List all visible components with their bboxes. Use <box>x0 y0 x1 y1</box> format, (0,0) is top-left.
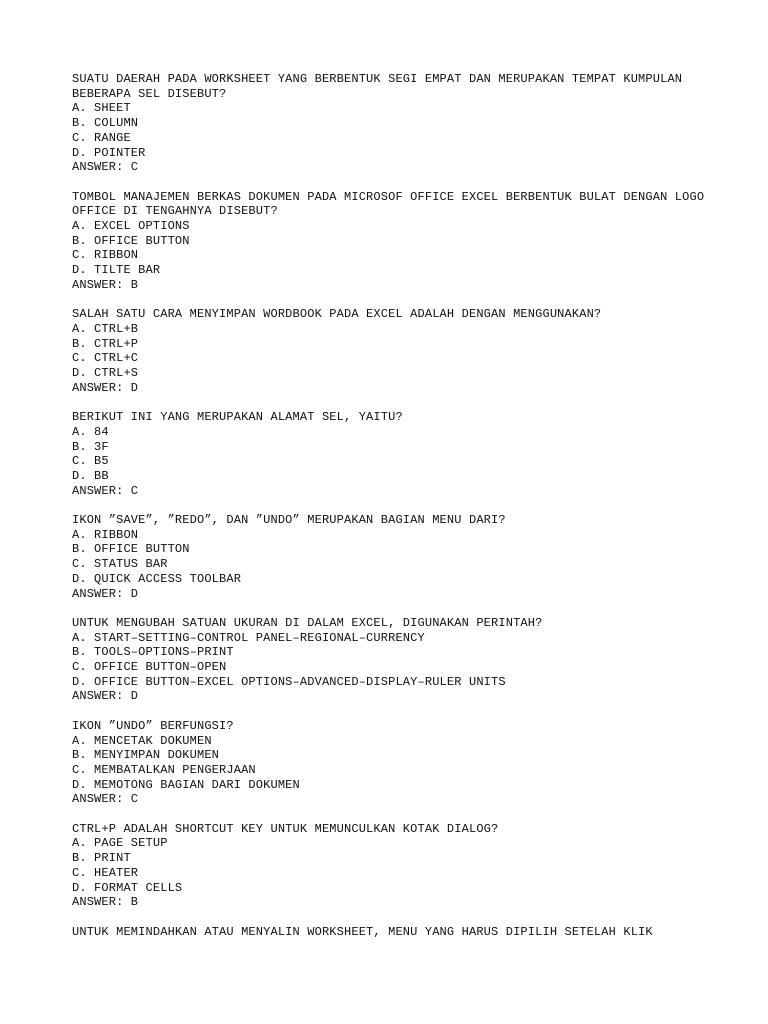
option-b: B. OFFICE BUTTON <box>72 233 190 248</box>
answer-line: ANSWER: B <box>72 895 139 910</box>
option-d: D. OFFICE BUTTON–EXCEL OPTIONS–ADVANCED–DISPLAY–RULER UNITS <box>72 674 506 689</box>
answer-line: ANSWER: D <box>72 586 139 601</box>
question-block-3 <box>72 307 712 395</box>
question-block-7 <box>72 719 712 807</box>
question-text: IKON ”SAVE”, ”REDO”, DAN ”UNDO” MERUPAKAN BAGIAN MENU DARI? <box>72 513 506 528</box>
option-d: D. POINTER <box>72 145 146 160</box>
question-block-6 <box>72 616 712 704</box>
question-block-2 <box>72 190 712 293</box>
question-block-5 <box>72 513 712 601</box>
option-b: B. 3F <box>72 439 109 454</box>
option-a: A. SHEET <box>72 101 131 116</box>
answer-line: ANSWER: B <box>72 277 139 292</box>
question-text: CTRL+P ADALAH SHORTCUT KEY UNTUK MEMUNCULKAN KOTAK DIALOG? <box>72 821 499 836</box>
answer-line: ANSWER: C <box>72 483 139 498</box>
option-c: C. STATUS BAR <box>72 557 168 572</box>
answer-line: ANSWER: C <box>72 160 139 175</box>
question-text: UNTUK MEMINDAHKAN ATAU MENYALIN WORKSHEET, MENU YANG HARUS DIPILIH SETELAH KLIK <box>72 924 653 939</box>
option-b: B. OFFICE BUTTON <box>72 542 190 557</box>
option-d: D. TILTE BAR <box>72 263 161 278</box>
question-block-4 <box>72 410 712 498</box>
question-block-1 <box>72 72 712 175</box>
question-text: BERIKUT INI YANG MERUPAKAN ALAMAT SEL, YAITU? <box>72 410 403 425</box>
option-b: B. CTRL+P <box>72 336 139 351</box>
option-c: C. MEMBATALKAN PENGERJAAN <box>72 762 256 777</box>
option-a: A. START–SETTING–CONTROL PANEL–REGIONAL–CURRENCY <box>72 630 425 645</box>
answer-line: ANSWER: D <box>72 380 139 395</box>
option-c: C. RANGE <box>72 130 131 145</box>
question-block-8 <box>72 822 712 910</box>
question-text: TOMBOL MANAJEMEN BERKAS DOKUMEN PADA MICROSOF OFFICE EXCEL BERBENTUK BULAT DENGAN LOGO OFFICE DI TENGAHNYA DISEBUT? <box>72 189 705 219</box>
option-a: A. EXCEL OPTIONS <box>72 219 190 234</box>
option-b: B. COLUMN <box>72 116 139 131</box>
option-b: B. PRINT <box>72 851 131 866</box>
document-page <box>72 72 712 939</box>
option-c: C. RIBBON <box>72 248 139 263</box>
option-b: B. MENYIMPAN DOKUMEN <box>72 748 220 763</box>
option-d: D. BB <box>72 468 109 483</box>
option-c: C. OFFICE BUTTON–OPEN <box>72 660 227 675</box>
answer-line: ANSWER: D <box>72 689 139 704</box>
option-b: B. TOOLS–OPTIONS–PRINT <box>72 645 234 660</box>
option-d: D. FORMAT CELLS <box>72 880 183 895</box>
option-a: A. PAGE SETUP <box>72 836 168 851</box>
answer-line: ANSWER: C <box>72 792 139 807</box>
option-c: C. HEATER <box>72 865 139 880</box>
question-text: IKON ”UNDO” BERFUNGSI? <box>72 718 234 733</box>
option-d: D. QUICK ACCESS TOOLBAR <box>72 571 242 586</box>
option-c: C. CTRL+C <box>72 351 139 366</box>
option-a: A. RIBBON <box>72 527 139 542</box>
option-a: A. 84 <box>72 424 109 439</box>
option-d: D. CTRL+S <box>72 366 139 381</box>
option-a: A. MENCETAK DOKUMEN <box>72 733 212 748</box>
question-block-9-partial <box>72 925 712 940</box>
option-c: C. B5 <box>72 454 109 469</box>
question-text: UNTUK MENGUBAH SATUAN UKURAN DI DALAM EXCEL, DIGUNAKAN PERINTAH? <box>72 615 543 630</box>
option-d: D. MEMOTONG BAGIAN DARI DOKUMEN <box>72 777 300 792</box>
option-a: A. CTRL+B <box>72 321 139 336</box>
question-text: SALAH SATU CARA MENYIMPAN WORDBOOK PADA EXCEL ADALAH DENGAN MENGGUNAKAN? <box>72 307 602 322</box>
question-text: SUATU DAERAH PADA WORKSHEET YANG BERBENTUK SEGI EMPAT DAN MERUPAKAN TEMPAT KUMPULAN BEBERAPA SEL DISEBUT? <box>72 72 683 101</box>
